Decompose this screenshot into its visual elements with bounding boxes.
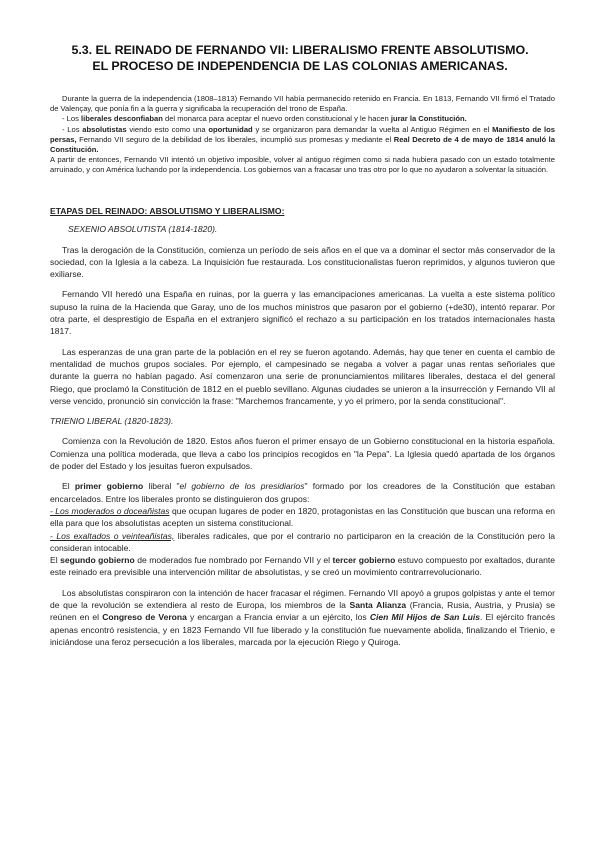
trienio-p6-c: (Francia, Rusia, Austria, y Prusia) se reúnen en el xyxy=(50,600,555,623)
sexenio-paragraph-1: Tras la derogación de la Constitución, comienza un período de seis años en el que va a dominar el sector más conservador de la sociedad, con la Iglesia a la cabeza. La Inquisición fue restaurada. Los constitucionalistas fueron reprimidos, y algunos tuvieron que exiliarse. xyxy=(50,244,555,280)
sexenio-heading: SEXENIO ABSOLUTISTA (1814-1820). xyxy=(68,224,218,235)
intro-p3-bold-3: Manifiesto de los persas, xyxy=(50,124,555,144)
page-title xyxy=(40,42,560,74)
exaltados-text: liberales radicales, que por el contrario no participaron en la creación de la Constitución pero la consideran intocable. xyxy=(50,530,555,553)
intro-p3-mid-3: Fernando VII seguro de la debilidad de los liberales, incumplió sus promesas y mediante el xyxy=(76,134,394,144)
trienio-p6-a: Los absolutistas conspiraron con la intención de hacer fracasar el régimen. Fernando VII apoyó a grupos golpistas y ante el temor de que la revolución se extendiera al resto de Europa, los miembros de la xyxy=(50,587,555,611)
trienio-paragraph-3 xyxy=(50,505,555,530)
intro-p2-mid: del monarca para aceptar el nuevo orden constitucional y le hacen xyxy=(162,114,391,124)
trienio-p5-pre: El xyxy=(50,555,61,566)
trienio-p6-d: y encargan a Francia enviar a un ejército, los xyxy=(186,612,370,623)
trienio-paragraph-5 xyxy=(50,554,555,579)
intro-p2-bold-1: liberales desconfiaban xyxy=(81,114,163,124)
trienio-paragraph-6 xyxy=(50,587,555,648)
trienio-p2-italic: el gobierno de los presidiarios xyxy=(179,481,305,492)
trienio-p2-bold: primer gobierno xyxy=(74,481,144,492)
trienio-p5-bold-2: tercer gobierno xyxy=(332,555,396,566)
moderados-text: que ocupan lugares de poder en 1820, protagonistas en las Constitución que buscan una reforma en ella para que los absolutistas acepten un sistema constitucional. xyxy=(50,505,555,529)
trienio-p5-post: estuvo compuesto por exaltados, durante este reinado era previsible una intervención militar de absolutistas, y se creó un movimiento contrarrevolucionario. xyxy=(50,555,555,578)
section-heading: ETAPAS DEL REINADO: ABSOLUTISMO Y LIBERALISMO: xyxy=(50,206,285,216)
trienio-p2-pre: El xyxy=(62,481,75,492)
trienio-p5-mid: de moderados fue nombrado por Fernando VII y el xyxy=(134,555,333,566)
sexenio-paragraph-2: Fernando VII heredó una España en ruinas, por la guerra y las emancipaciones americanas. La vuelta a este sistema político supuso la ruina de la Hacienda que Garay, uno de los muchos ministros que pasaron por el gobierno (+de30), intentó reparar. Por otra parte, el desprestigio de España en el extranjero significó el rechazo a su participación en los tratados internacionales hasta 1817. xyxy=(50,289,555,337)
intro-p3-bold-2: oportunidad xyxy=(208,124,253,134)
intro-p2-pre: - Los xyxy=(62,114,81,124)
trienio-p6-bold-2: Congreso de Verona xyxy=(102,612,187,623)
trienio-p5-bold-1: segundo gobierno xyxy=(60,555,135,566)
trienio-heading: TRIENIO LIBERAL (1820-1823). xyxy=(50,416,174,427)
trienio-p6-bold-italic: Cien Mil Hijos de San Luis xyxy=(369,612,481,623)
sexenio-paragraph-3: Las esperanzas de una gran parte de la población en el rey se fueron agotando. Además, hay que tener en cuenta el cambio de mentalidad de muchos grupos sociales. Por ejemplo, el campesinado se negaba a volver a pagar unas rentas señoriales que durante la guerra no habían pagado. Así comenzaron una serie de pronunciamientos militares liberales, destaca el del general Riego, que proclamó la Constitución de 1812 en el pueblo sevillano. Algunas ciudades se unieron a la insurrección y Fernando VII al verse vencido, pronunció sin convicción la frase: "Marchemos francamente, y yo el primero, por la senda constitucional". xyxy=(50,346,555,406)
trienio-p6-e: . El ejército francés apenas encontró resistencia, y en 1823 Fernando VII fue liberado y la constitución fue nuevamente abolida, finalizando el Trienio, e iniciándose una feroz persecución a los liberales, marcada por la ejecución Riego y Quiroga. xyxy=(50,612,555,647)
title-line-2: EL PROCESO DE INDEPENDENCIA DE LAS COLONIAS AMERICANAS. xyxy=(92,59,508,73)
intro-p3-mid-2: y se organizaron para demandar la vuelta al Antiguo Régimen en el xyxy=(252,124,493,134)
intro-p3-bold-4: Real Decreto de 4 de mayo de 1814 anuló la Constitución. xyxy=(50,134,555,155)
main-content xyxy=(50,205,555,656)
title-line-1: 5.3. EL REINADO DE FERNANDO VII: LIBERALISMO FRENTE ABSOLUTISMO. xyxy=(71,43,529,57)
exaltados-label: - Los exaltados o veinteañistas, xyxy=(50,530,175,541)
trienio-paragraph-4 xyxy=(50,530,555,555)
intro-paragraph-1: Durante la guerra de la independencia (1808–1813) Fernando VII había permanecido retenido en Francia. En 1813, Fernando VII firmó el Tratado de Valençay, que ponía fin a la guerra y significaba la recuperación del trono de España. xyxy=(50,94,555,114)
trienio-p2-mid: liberal " xyxy=(143,481,180,492)
trienio-p6-bold-1: Santa Alianza xyxy=(349,600,407,611)
intro-paragraph-2 xyxy=(50,114,555,124)
trienio-p2-post: " formado por los creadores de la Constitución que estaban encarcelados. Entre los liberales pronto se distinguieron dos grupos: xyxy=(50,481,555,504)
intro-paragraph-3 xyxy=(50,125,555,156)
trienio-paragraph-2 xyxy=(50,480,555,505)
moderados-label: - Los moderados o doceañistas xyxy=(50,505,170,516)
intro-p2-bold-2: jurar la Constitución. xyxy=(390,114,467,124)
intro-p3-bold-1: absolutistas xyxy=(82,124,127,134)
intro-section xyxy=(50,94,555,176)
trienio-paragraph-1: Comienza con la Revolución de 1820. Estos años fueron el primer ensayo de un Gobierno constitucional en la historia española. Comienza una política moderada, que lleva a cabo los principios recogidos en "la Pepa". La Iglesia quedó apartada de los órganos de poder del Estado y los jesuitas fueron expulsados. xyxy=(50,436,555,472)
intro-p3-pre: - Los xyxy=(62,124,83,134)
intro-paragraph-4: A partir de entonces, Fernando VII intentó un objetivo imposible, volver al antiguo régimen como si nada hubiera pasado con un estado totalmente arruinado, y con América luchando por la independencia. Los gobiernos van a fracasar uno tras otro por lo que no ayudaron a solventar la situación. xyxy=(50,155,555,175)
intro-p3-mid-1: viendo esto como una xyxy=(126,124,209,134)
